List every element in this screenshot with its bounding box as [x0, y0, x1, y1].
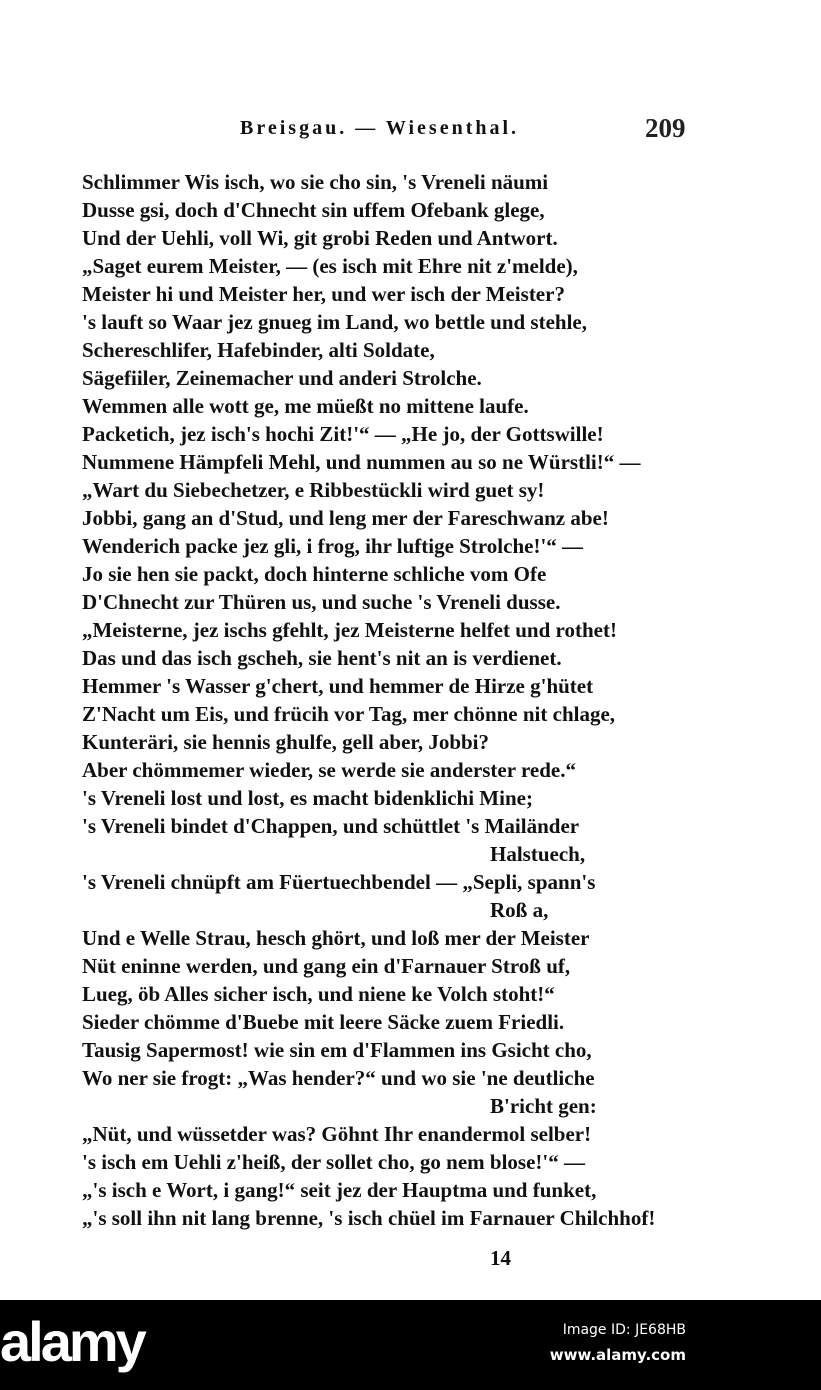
poem-line: B'richt gen:: [490, 1094, 597, 1118]
poem-line: Hemmer 's Wasser g'chert, und hemmer de Hirze g'hütet: [82, 674, 594, 698]
poem-line: Z'Nacht um Eis, und frücih vor Tag, mer chönne nit chlage,: [82, 702, 616, 726]
poem-line: „Saget eurem Meister, — (es isch mit Ehre nit z'melde),: [82, 254, 578, 278]
poem-line: Meister hi und Meister her, und wer isch der Meister?: [82, 282, 565, 306]
poem-line: Und der Uehli, voll Wi, git grobi Reden und Antwort.: [82, 226, 558, 250]
poem-line: Wo ner sie frogt: „Was hender?“ und wo sie 'ne deutliche: [82, 1066, 595, 1090]
poem-line: Nummene Hämpfeli Mehl, und nummen au so ne Würstli!“ —: [82, 450, 641, 474]
poem-line: Jobbi, gang an d'Stud, und leng mer der Fareschwanz abe!: [82, 506, 609, 530]
poem-line: Roß a,: [490, 898, 549, 922]
poem-line: Sägefiiler, Zeinemacher und anderi Strolche.: [82, 366, 482, 390]
poem-line: 's Vreneli bindet d'Chappen, und schüttlet 's Mailänder: [82, 814, 580, 838]
poem-line: Tausig Sapermost! wie sin em d'Flammen ins Gsicht cho,: [82, 1038, 592, 1062]
poem-line: Jo sie hen sie packt, doch hinterne schliche vom Ofe: [82, 562, 547, 586]
poem-line: „Nüt, und wüssetder was? Göhnt Ihr enandermol selber!: [82, 1122, 592, 1146]
poem-line: Wemmen alle wott ge, me müeßt no mittene laufe.: [82, 394, 529, 418]
poem-line: Das und das isch gscheh, sie hent's nit an is verdienet.: [82, 646, 562, 670]
page-number: 209: [645, 113, 686, 143]
poem-line: Wenderich packe jez gli, i frog, ihr luftige Strolche!'“ —: [82, 534, 584, 558]
poem-line: 's Vreneli lost und lost, es macht bidenklichi Mine;: [82, 786, 533, 810]
poem-line: Kunteräri, sie hennis ghulfe, gell aber, Jobbi?: [82, 730, 490, 754]
poem-line: Dusse gsi, doch d'Chnecht sin uffem Ofebank glege,: [82, 198, 545, 222]
poem-line: Schereschlifer, Hafebinder, alti Soldate,: [82, 338, 435, 362]
poem-line: Packetich, jez isch's hochi Zit!'“ — „He jo, der Gottswille!: [82, 422, 604, 446]
poem-text: [82, 168, 702, 1232]
poem-line: Schlimmer Wis isch, wo sie cho sin, 's Vreneli näumi: [82, 170, 549, 194]
poem-line: „'s isch e Wort, i gang!“ seit jez der Hauptma und funket,: [82, 1178, 597, 1202]
poem-line: 's lauft so Waar jez gnueg im Land, wo bettle und stehle,: [82, 310, 588, 334]
image-id: Image ID: JE68HB: [562, 1322, 686, 1338]
site-url: www.alamy.com: [549, 1346, 686, 1364]
page-header: [0, 113, 821, 147]
poem-line: Sieder chömme d'Buebe mit leere Säcke zuem Friedli.: [82, 1010, 565, 1034]
poem-line: D'Chnecht zur Thüren us, und suche 's Vreneli dusse.: [82, 590, 561, 614]
watermark-footer: [0, 1300, 821, 1390]
poem-line: „'s soll ihn nit lang brenne, 's isch chüel im Farnauer Chilchhof!: [82, 1206, 656, 1230]
poem-line: Nüt eninne werden, und gang ein d'Farnauer Stroß uf,: [82, 954, 571, 978]
running-title: Breisgau. — Wiesenthal.: [240, 117, 520, 139]
poem-line: „Meisterne, jez ischs gfehlt, jez Meisterne helfet und rothet!: [82, 618, 617, 642]
alamy-logo: alamy: [0, 1310, 144, 1373]
poem-line: Lueg, öb Alles sicher isch, und niene ke Volch stoht!“: [82, 982, 555, 1006]
poem-line: 's Vreneli chnüpft am Füertuechbendel — „Sepli, spann's: [82, 870, 596, 894]
poem-line: 's isch em Uehli z'heiß, der sollet cho, go nem blose!'“ —: [82, 1150, 586, 1174]
poem-line: Halstuech,: [490, 842, 586, 866]
poem-line: Aber chömmemer wieder, se werde sie anderster rede.“: [82, 758, 576, 782]
signature-mark: 14: [490, 1246, 511, 1270]
poem-line: Und e Welle Strau, hesch ghört, und loß mer der Meister: [82, 926, 590, 950]
poem-line: „Wart du Siebechetzer, e Ribbestückli wird guet sy!: [82, 478, 545, 502]
